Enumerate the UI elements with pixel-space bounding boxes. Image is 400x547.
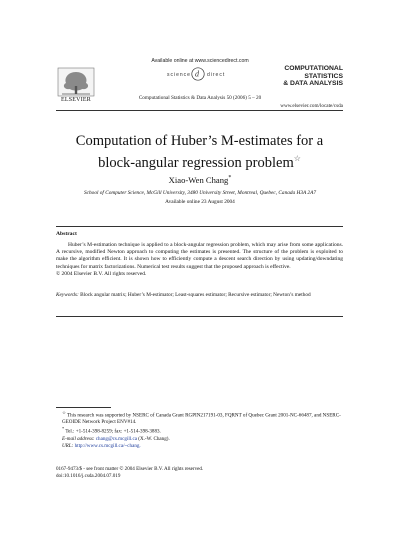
footnote-asterisk-mark: * xyxy=(62,426,65,432)
footnote-funding-text: This research was supported by NSERC of Canada Grant RGPIN217191-03, FQRNT of Quebec Grant 2001-NC-66487, and NSERC-GEOIDE Network Project ENV#14. xyxy=(62,412,341,426)
footnotes xyxy=(56,410,343,449)
abstract-heading: Abstract xyxy=(56,231,77,237)
author-footnote-mark: * xyxy=(228,175,232,182)
sciencedirect-logo xyxy=(150,67,246,81)
journal-logo-line: & DATA ANALYSIS xyxy=(283,80,343,88)
journal-url-link[interactable]: www.elsevier.com/locate/csda xyxy=(280,103,343,109)
footnote-url xyxy=(56,443,343,450)
abstract-body xyxy=(56,242,343,278)
email-suffix: (X.-W. Chang). xyxy=(136,435,170,442)
author-affiliation: School of Computer Science, McGill University, 3480 University Street, Montreal, Quebec, Canada H3A 2A7 xyxy=(84,190,316,196)
author-name xyxy=(0,175,400,185)
footnote-star-mark: ☆ xyxy=(62,410,66,415)
email-label: E-mail address: xyxy=(62,435,95,442)
email-link[interactable]: chang@cs.mcgill.ca xyxy=(95,435,137,442)
title-line: Computation of Huber’s M-estimates for a xyxy=(75,133,324,149)
doi-line: doi:10.1016/j.csda.2004.07.019 xyxy=(56,472,121,479)
url-label: URL: xyxy=(62,442,74,449)
title-line-text: block-angular regression problem xyxy=(98,154,294,171)
journal-logo xyxy=(277,65,343,88)
front-matter-info xyxy=(56,466,203,480)
footnote-tel: Tel.: +1-514-398-8259; fax: +1-514-398-3883. xyxy=(65,428,161,435)
svg-text:d: d xyxy=(195,69,199,79)
available-online-date: Available online 23 August 2004 xyxy=(165,199,235,205)
abstract-top-divider xyxy=(56,226,343,227)
journal-citation: Computational Statistics & Data Analysis 50 (2006) 5 – 20 xyxy=(138,95,262,101)
elsevier-tree-logo xyxy=(56,66,96,98)
footnote-contact xyxy=(56,426,343,435)
abstract-copyright: © 2004 Elsevier B.V. All rights reserved. xyxy=(56,270,147,277)
svg-text:science: science xyxy=(167,72,191,78)
title-line xyxy=(56,150,343,172)
issn-line: 0167-9473/$ - see front matter © 2004 Elsevier B.V. All rights reserved. xyxy=(56,466,204,472)
keywords xyxy=(56,292,343,299)
author-name-text: Xiao-Wen Chang xyxy=(168,175,229,185)
footnote-funding xyxy=(56,410,343,426)
keywords-list: Block angular matrix; Huber’s M-estimator; Least-squares estimator; Recursive estimator; Newton’s method xyxy=(80,292,311,298)
publisher-name: ELSEVIER xyxy=(61,97,91,103)
abstract-paragraph: Huber’s M-estimation technique is applied to a block-angular regression problem, which may arise from some applications. A recursive, modified Newton approach to computing the estimates is presented. The structure of the problem is exploited to make the algorithm efficient. It is shown how to efficiently compute a descent search direction by using updating/downdating techniques for matrix factorizations. Numerical test results suggest that the proposed approach is effective. xyxy=(56,242,343,270)
article-title xyxy=(56,133,343,172)
abstract-bottom-divider xyxy=(56,316,343,317)
title-footnote-mark: ☆ xyxy=(293,154,301,163)
available-online-banner: Available online at www.sciencedirect.com xyxy=(151,58,249,64)
footnote-divider xyxy=(56,407,111,408)
header-divider xyxy=(56,110,343,111)
svg-text:direct: direct xyxy=(207,72,226,78)
keywords-label: Keywords: xyxy=(56,292,79,298)
homepage-link[interactable]: http://www.cs.mcgill.ca/~chang. xyxy=(74,442,141,449)
journal-logo-line: COMPUTATIONAL xyxy=(284,65,343,72)
journal-logo-line: STATISTICS xyxy=(304,72,343,80)
footnote-email xyxy=(56,436,343,443)
